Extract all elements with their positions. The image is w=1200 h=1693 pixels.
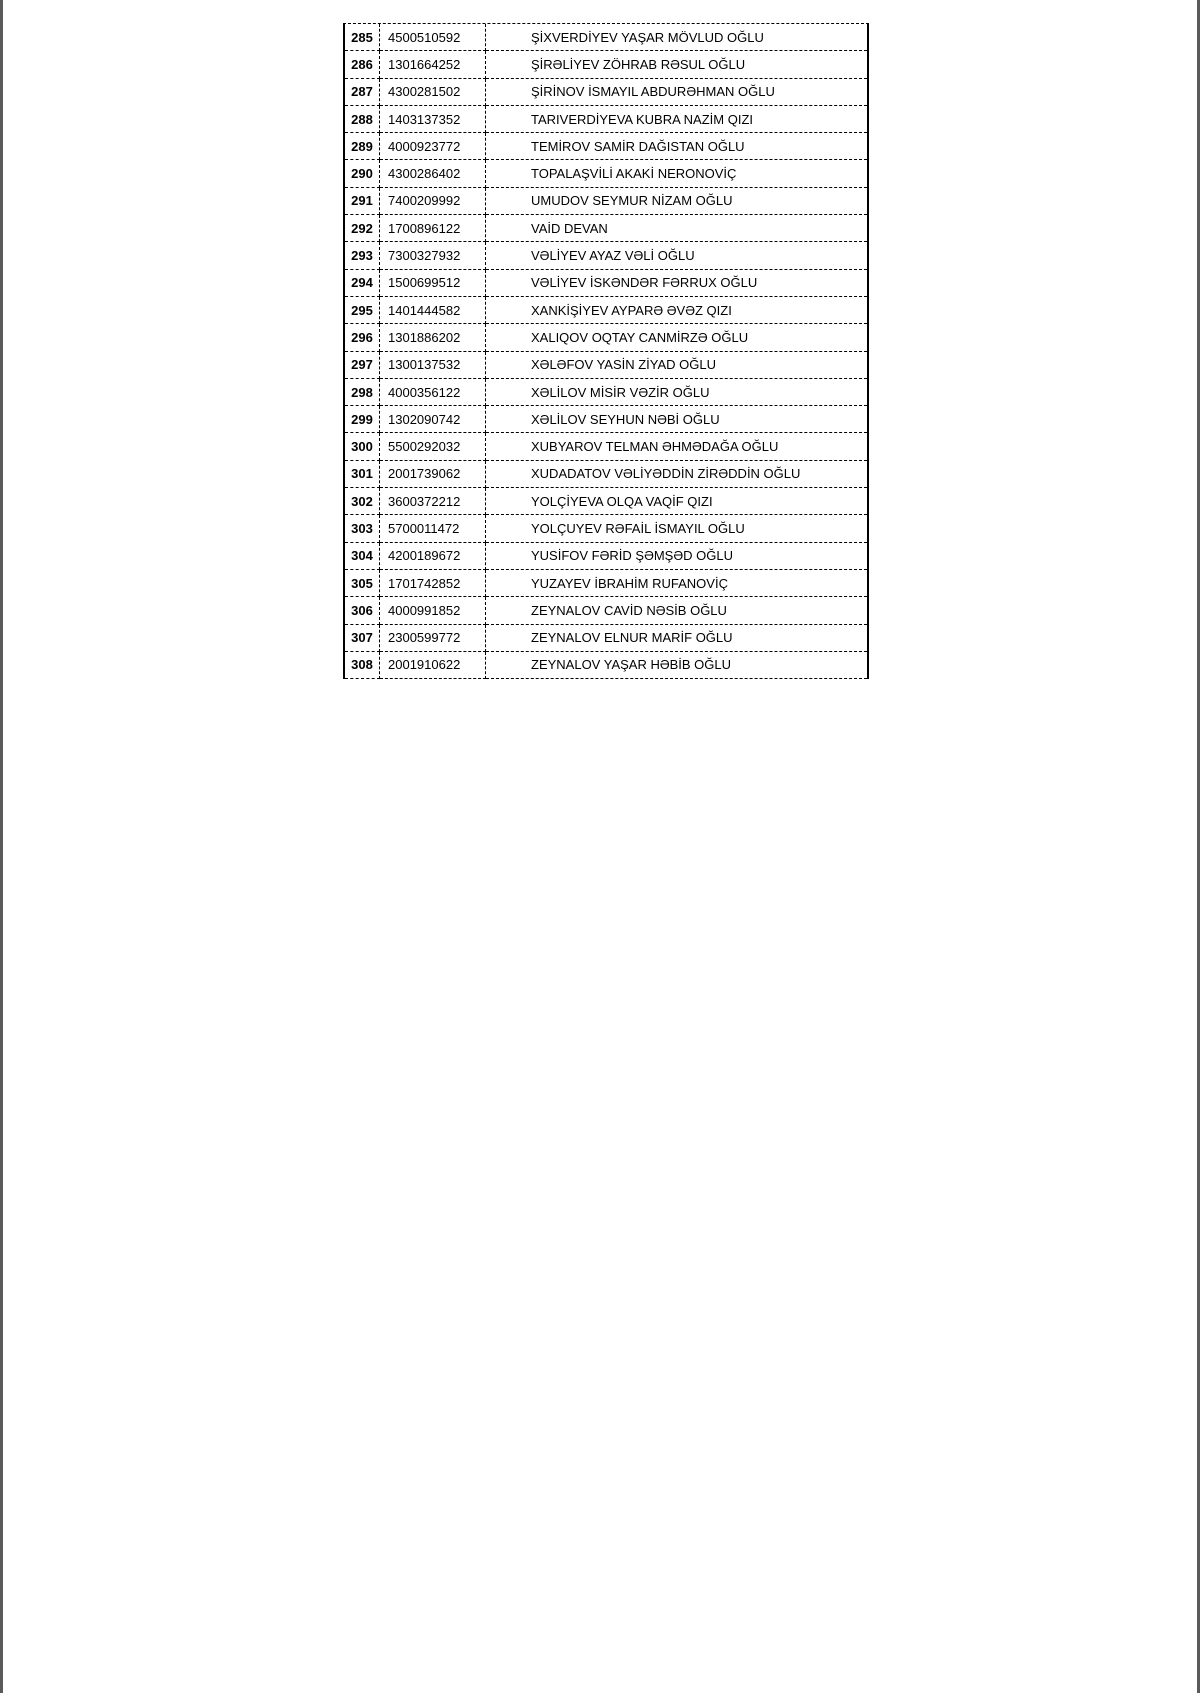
row-full-name: ŞİRƏLİYEV ZÖHRAB RƏSUL OĞLU — [486, 51, 868, 78]
row-id-number: 4300286402 — [380, 160, 486, 187]
row-number: 306 — [345, 597, 380, 624]
row-full-name: XUBYAROV TELMAN ƏHMƏDAĞA OĞLU — [486, 433, 868, 460]
row-number: 285 — [345, 24, 380, 51]
row-number: 287 — [345, 78, 380, 105]
row-full-name: VƏLİYEV İSKƏNDƏR FƏRRUX OĞLU — [486, 269, 868, 296]
row-full-name: TEMİROV SAMİR DAĞISTAN OĞLU — [486, 133, 868, 160]
row-number: 288 — [345, 105, 380, 132]
row-id-number: 7400209992 — [380, 187, 486, 214]
row-full-name: YOLÇİYEVA OLQA VAQİF QIZI — [486, 488, 868, 515]
row-id-number: 1500699512 — [380, 269, 486, 296]
row-id-number: 1301664252 — [380, 51, 486, 78]
row-number: 292 — [345, 215, 380, 242]
row-full-name: ZEYNALOV CAVİD NƏSİB OĞLU — [486, 597, 868, 624]
row-number: 304 — [345, 542, 380, 569]
table-row — [345, 488, 867, 515]
row-number: 289 — [345, 133, 380, 160]
document-page — [3, 0, 1197, 1693]
row-id-number: 4000923772 — [380, 133, 486, 160]
row-number: 308 — [345, 651, 380, 678]
table-row — [345, 460, 867, 487]
table-row — [345, 406, 867, 433]
roster-table-frame — [343, 23, 869, 679]
row-id-number: 4000356122 — [380, 378, 486, 405]
table-row — [345, 433, 867, 460]
table-row — [345, 269, 867, 296]
row-number: 305 — [345, 569, 380, 596]
table-row — [345, 242, 867, 269]
row-number: 290 — [345, 160, 380, 187]
row-id-number: 7300327932 — [380, 242, 486, 269]
row-number: 291 — [345, 187, 380, 214]
table-row — [345, 24, 867, 51]
row-id-number: 1300137532 — [380, 351, 486, 378]
row-full-name: ŞİXVERDİYEV YAŞAR MÖVLUD OĞLU — [486, 24, 868, 51]
row-full-name: XƏLİLOV MİSİR VƏZİR OĞLU — [486, 378, 868, 405]
table-row — [345, 569, 867, 596]
row-full-name: TOPALAŞVİLİ AKAKİ NERONOVİÇ — [486, 160, 868, 187]
row-number: 286 — [345, 51, 380, 78]
row-id-number: 1403137352 — [380, 105, 486, 132]
row-full-name: VƏLİYEV AYAZ VƏLİ OĞLU — [486, 242, 868, 269]
row-id-number: 2001910622 — [380, 651, 486, 678]
row-full-name: XANKİŞİYEV AYPARƏ ƏVƏZ QIZI — [486, 296, 868, 323]
table-row — [345, 651, 867, 678]
row-full-name: XƏLİLOV SEYHUN NƏBİ OĞLU — [486, 406, 868, 433]
row-number: 295 — [345, 296, 380, 323]
row-full-name: TARIVERDİYEVA KUBRA NAZİM QIZI — [486, 105, 868, 132]
row-id-number: 2300599772 — [380, 624, 486, 651]
roster-table-body — [345, 24, 867, 679]
row-number: 302 — [345, 488, 380, 515]
table-row — [345, 160, 867, 187]
row-id-number: 5500292032 — [380, 433, 486, 460]
row-id-number: 1401444582 — [380, 296, 486, 323]
row-number: 307 — [345, 624, 380, 651]
row-full-name: VAİD DEVAN — [486, 215, 868, 242]
row-full-name: XƏLƏFOV YASİN ZİYAD OĞLU — [486, 351, 868, 378]
row-number: 303 — [345, 515, 380, 542]
row-id-number: 4000991852 — [380, 597, 486, 624]
row-number: 293 — [345, 242, 380, 269]
table-row — [345, 78, 867, 105]
row-number: 299 — [345, 406, 380, 433]
row-full-name: XALIQOV OQTAY CANMİRZƏ OĞLU — [486, 324, 868, 351]
row-id-number: 1301886202 — [380, 324, 486, 351]
row-full-name: YUSİFOV FƏRİD ŞƏMŞƏD OĞLU — [486, 542, 868, 569]
row-id-number: 1302090742 — [380, 406, 486, 433]
row-id-number: 3600372212 — [380, 488, 486, 515]
row-full-name: ZEYNALOV ELNUR MARİF OĞLU — [486, 624, 868, 651]
row-number: 300 — [345, 433, 380, 460]
table-row — [345, 324, 867, 351]
table-row — [345, 542, 867, 569]
row-number: 298 — [345, 378, 380, 405]
table-row — [345, 51, 867, 78]
row-number: 301 — [345, 460, 380, 487]
row-number: 297 — [345, 351, 380, 378]
table-row — [345, 105, 867, 132]
row-full-name: ŞİRİNOV İSMAYIL ABDURƏHMAN OĞLU — [486, 78, 868, 105]
row-full-name: YOLÇUYEV RƏFAİL İSMAYIL OĞLU — [486, 515, 868, 542]
table-row — [345, 624, 867, 651]
row-id-number: 1701742852 — [380, 569, 486, 596]
table-row — [345, 515, 867, 542]
table-row — [345, 597, 867, 624]
row-id-number: 5700011472 — [380, 515, 486, 542]
row-id-number: 4300281502 — [380, 78, 486, 105]
row-number: 296 — [345, 324, 380, 351]
row-full-name: UMUDOV SEYMUR NİZAM OĞLU — [486, 187, 868, 214]
row-id-number: 4200189672 — [380, 542, 486, 569]
table-row — [345, 187, 867, 214]
row-full-name: XUDADATOV VƏLİYƏDDİN ZİRƏDDİN OĞLU — [486, 460, 868, 487]
table-row — [345, 133, 867, 160]
row-id-number: 2001739062 — [380, 460, 486, 487]
table-row — [345, 215, 867, 242]
row-id-number: 4500510592 — [380, 24, 486, 51]
row-number: 294 — [345, 269, 380, 296]
table-row — [345, 296, 867, 323]
table-row — [345, 351, 867, 378]
row-full-name: YUZAYEV İBRAHİM RUFANOVİÇ — [486, 569, 868, 596]
roster-table — [345, 24, 867, 679]
row-id-number: 1700896122 — [380, 215, 486, 242]
row-full-name: ZEYNALOV YAŞAR HƏBİB OĞLU — [486, 651, 868, 678]
table-row — [345, 378, 867, 405]
